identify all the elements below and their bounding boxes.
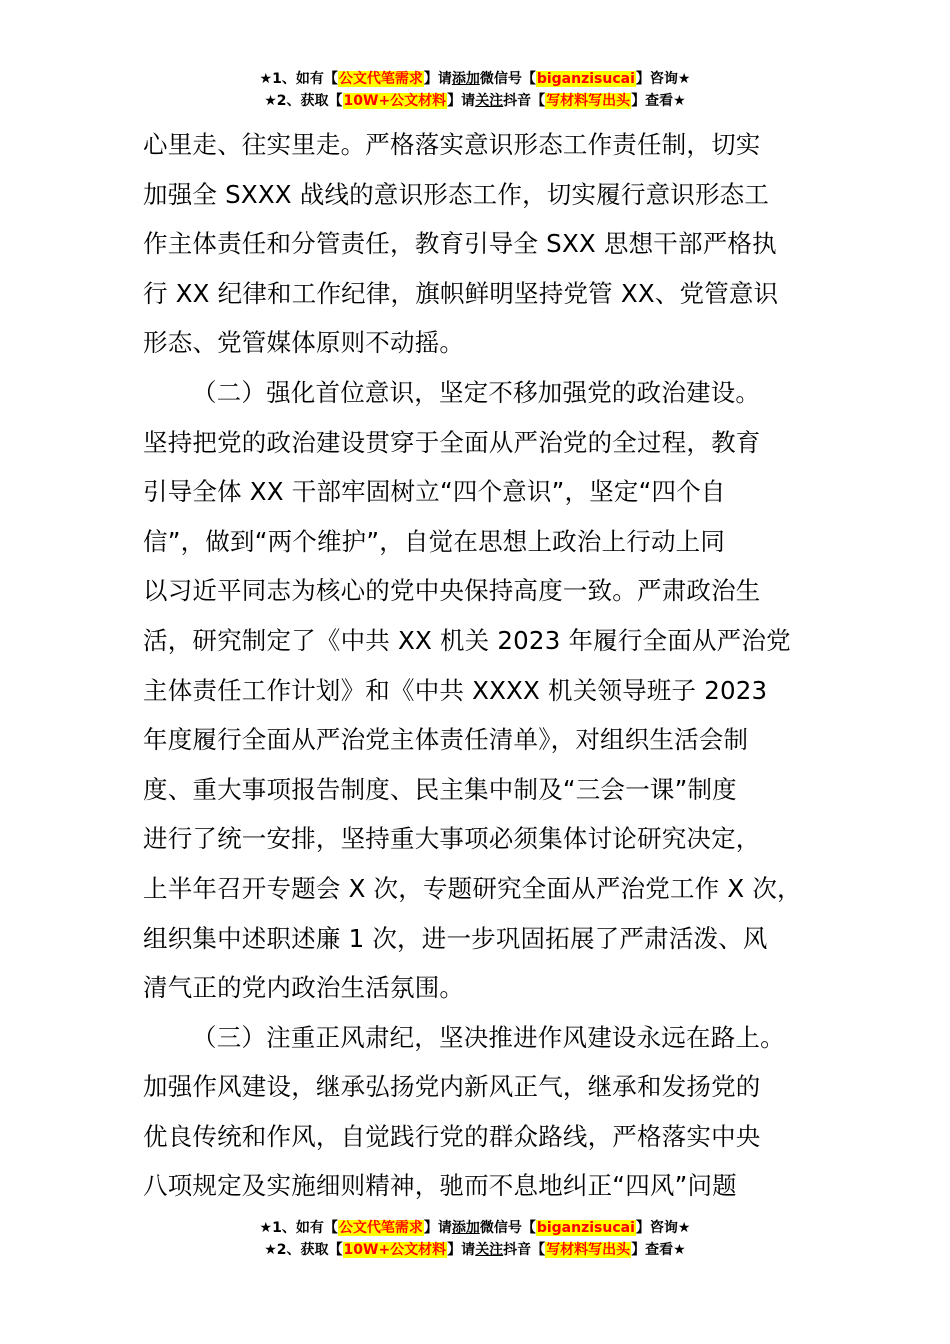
promo-line-1 [0, 1217, 950, 1239]
body-line: 优良传统和作风，自觉践行党的群众路线，严格落实中央 [143, 1121, 761, 1151]
promo-text: 】查看★ [631, 93, 686, 109]
promo-underlined: 关注 [475, 1242, 504, 1258]
document-body [143, 120, 833, 1211]
promo-underlined: 添加 [451, 1220, 480, 1236]
promo-text: ★2、获取【 [264, 1242, 343, 1258]
body-line: 主体责任工作计划》和《中共 XXXX 机关领导班子 2023 [143, 675, 768, 705]
promo-highlight: 10W+公文材料 [343, 1242, 447, 1258]
promo-highlight: 公文代笔需求 [338, 1220, 423, 1236]
body-line: 信”，做到“两个维护”，自觉在思想上政治上行动上同 [143, 526, 726, 556]
promo-highlight: 公文代笔需求 [338, 71, 423, 87]
promo-text: ★1、如有【 [259, 1220, 338, 1236]
promo-text: 】查看★ [631, 1242, 686, 1258]
body-line: 坚持把党的政治建设贯穿于全面从严治党的全过程，教育 [143, 427, 761, 457]
body-line: 心里走、往实里走。严格落实意识形态工作责任制，切实 [143, 130, 761, 159]
body-line: 作主体责任和分管责任，教育引导全 SXX 思想干部严格执 [143, 229, 777, 259]
body-line: 清气正的党内政治生活氛围。 [143, 973, 465, 1003]
promo-highlight: 10W+公文材料 [343, 93, 447, 109]
body-line: 引导全体 XX 干部牢固树立“四个意识”，坚定“四个自 [143, 477, 726, 507]
footer-promo-banner [0, 1217, 950, 1261]
promo-text: 】请 [423, 1220, 452, 1236]
body-line: 形态、党管媒体原则不动摇。 [143, 328, 465, 358]
promo-text: 】请 [447, 1242, 476, 1258]
body-line: 进行了统一安排，坚持重大事项必须集体讨论研究决定， [143, 824, 761, 854]
promo-line-1 [0, 68, 950, 90]
promo-line-2 [0, 1239, 950, 1261]
promo-underlined: 关注 [475, 93, 504, 109]
body-line: 年度履行全面从严治党主体责任清单》，对组织生活会制 [143, 725, 749, 755]
body-line: 活，研究制定了《中共 XX 机关 2023 年履行全面从严治党 [143, 625, 791, 655]
promo-highlight: 写材料写出头 [546, 1242, 631, 1258]
promo-text: 】请 [423, 71, 452, 87]
promo-highlight: biganzisucai [536, 1220, 635, 1236]
section-heading-2: （二）强化首位意识，坚定不移加强党的政治建设。 [192, 377, 761, 407]
section-heading-3: （三）注重正风肃纪，坚决推进作风建设永远在路上。 [192, 1022, 785, 1052]
promo-underlined: 添加 [451, 71, 480, 87]
body-line: 行 XX 纪律和工作纪律，旗帜鲜明坚持党管 XX、党管意识 [143, 278, 779, 308]
promo-text: 】请 [447, 93, 476, 109]
body-line: 上半年召开专题会 X 次，专题研究全面从严治党工作 X 次， [143, 873, 802, 903]
promo-line-2 [0, 90, 950, 112]
promo-highlight: biganzisucai [536, 71, 635, 87]
promo-text: 】咨询★ [635, 71, 691, 87]
promo-text: ★1、如有【 [259, 71, 338, 87]
promo-text: 抖音【 [503, 93, 546, 109]
body-line: 八项规定及实施细则精神，驰而不息地纠正“四风”问题 [143, 1171, 737, 1201]
promo-text: 抖音【 [503, 1242, 546, 1258]
promo-text: 微信号【 [479, 71, 536, 87]
body-line: 以习近平同志为核心的党中央保持高度一致。严肃政治生 [143, 576, 761, 606]
promo-text: 微信号【 [479, 1220, 536, 1236]
promo-text: ★2、获取【 [264, 93, 343, 109]
promo-text: 】咨询★ [635, 1220, 691, 1236]
header-promo-banner [0, 68, 950, 112]
body-line: 度、重大事项报告制度、民主集中制及“三会一课”制度 [143, 774, 737, 804]
body-line: 加强作风建设，继承弘扬党内新风正气，继承和发扬党的 [143, 1072, 761, 1102]
body-line: 组织集中述职述廉 1 次，进一步巩固拓展了严肃活泼、风 [143, 923, 768, 953]
body-line: 加强全 SXXX 战线的意识形态工作，切实履行意识形态工 [143, 179, 770, 209]
promo-highlight: 写材料写出头 [546, 93, 631, 109]
